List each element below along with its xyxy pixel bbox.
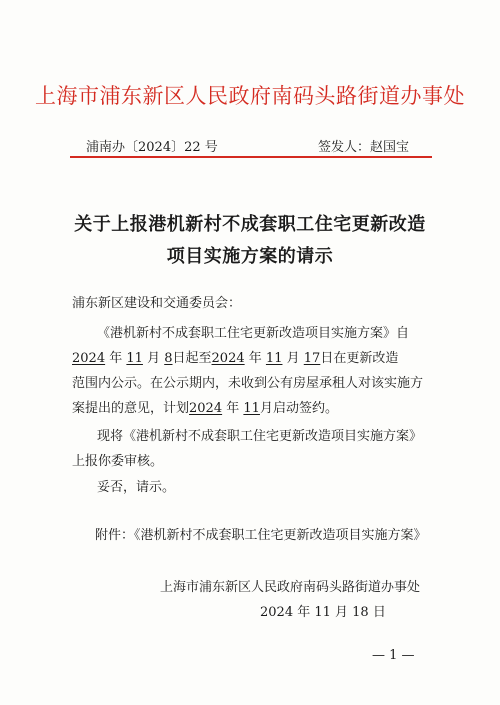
document-number: 浦南办〔2024〕22 号 <box>86 140 218 155</box>
end-day: 17 <box>303 351 321 366</box>
year-label: 年 <box>109 351 123 366</box>
addressee: 浦东新区建设和交通委员会： <box>72 296 242 311</box>
month-label: 月 <box>286 351 300 366</box>
start-day: 8 <box>164 351 173 366</box>
document-title-line-1: 关于上报港机新村不成套职工住宅更新改造 <box>74 214 426 235</box>
signature-org: 上海市浦东新区人民政府南码头路街道办事处 <box>160 580 421 595</box>
start-year: 2024 <box>72 351 106 366</box>
end-month: 11 <box>265 351 283 366</box>
paragraph-1-line-4 <box>72 397 338 416</box>
paragraph-2-line-1: 现将《港机新村不成套职工住宅更新改造项目实施方案》 <box>97 429 423 444</box>
start-month: 11 <box>126 351 143 366</box>
closing: 妥否，请示。 <box>97 480 176 495</box>
sign-month: 11 <box>243 401 260 416</box>
month-label: 月 <box>147 351 161 366</box>
red-divider-line <box>70 156 432 158</box>
year-label: 年 <box>248 351 262 366</box>
signer: 签发人：赵国宝 <box>318 140 410 155</box>
issuing-org-header: 上海市浦东新区人民政府南码头路街道办事处 <box>35 84 465 108</box>
page-number: — 1 — <box>372 648 415 663</box>
document-title-line-2: 项目实施方案的请示 <box>166 246 334 267</box>
end-year: 2024 <box>211 351 245 366</box>
paragraph-1-line-2 <box>72 347 398 366</box>
sign-year: 2024 <box>189 401 223 416</box>
paragraph-1-line-1: 《港机新村不成套职工住宅更新改造项目实施方案》自 <box>97 326 410 341</box>
text-plan: 案提出的意见，计划 <box>72 401 190 416</box>
text-day-until: 日起至 <box>172 351 212 366</box>
paragraph-1-line-3: 范围内公示。在公示期内，未收到公有房屋承租人对该实施方 <box>72 376 424 391</box>
signature-date: 2024 年 11 月 18 日 <box>260 605 386 620</box>
text-start-signing: 月启动签约。 <box>259 401 338 416</box>
paragraph-2-line-2: 上报你委审核。 <box>72 454 164 469</box>
text-day-at: 日在更新改造 <box>320 351 399 366</box>
attachment-note: 附件：《港机新村不成套职工住宅更新改造项目实施方案》 <box>95 528 427 543</box>
year-label: 年 <box>226 401 240 416</box>
